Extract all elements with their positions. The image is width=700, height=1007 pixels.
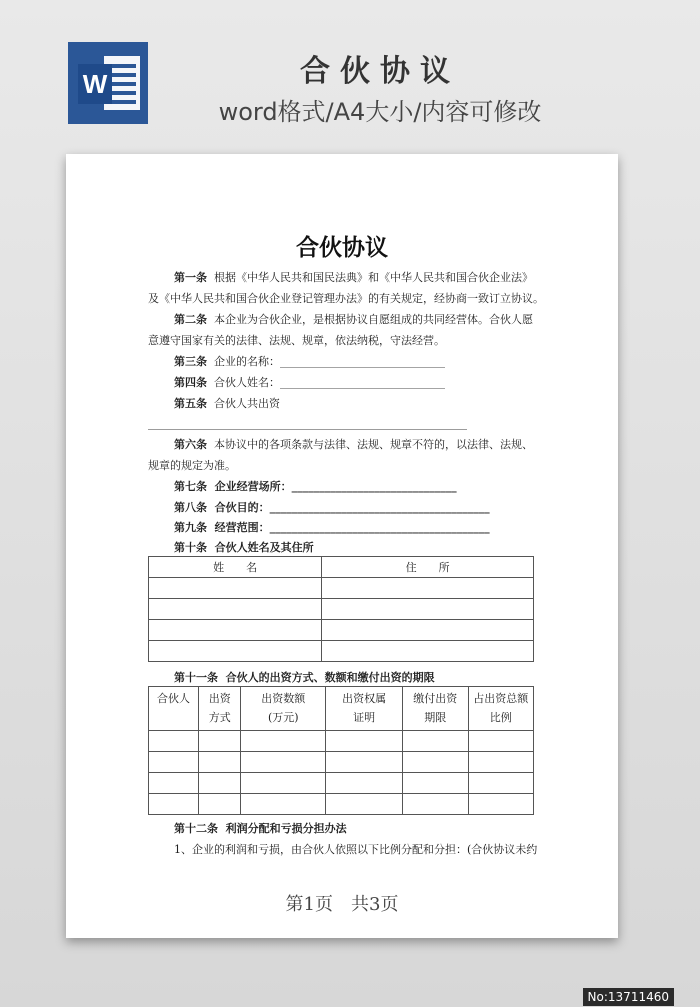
article-5-blank: __________________________________________________________ — [148, 417, 467, 430]
contribution-header-amount: 出资数额 (万元) — [241, 687, 326, 731]
table-row — [149, 641, 534, 662]
contribution-header-partner: 合伙人 — [149, 687, 199, 731]
contribution-header-ownership: 出资权属 证明 — [326, 687, 403, 731]
table-row — [149, 752, 534, 773]
partner-table-header-name: 姓 名 — [149, 557, 322, 578]
contribution-header-deadline: 缴付出资 期限 — [403, 687, 468, 731]
header-title: 合伙协议 — [300, 54, 460, 89]
document-page — [66, 154, 618, 938]
article-10: 第十条 合伙人姓名及其住所 — [174, 541, 314, 554]
document-title: 合伙协议 — [296, 234, 388, 261]
article-5: 第五条 合伙人共出资 — [174, 397, 280, 410]
table-row — [149, 578, 534, 599]
article-1-line-1: 第一条 根据《中华人民共和国民法典》和《中华人民共和国合伙企业法》 — [174, 271, 533, 284]
header-subtitle: word格式/A4大小/内容可修改 — [218, 98, 542, 126]
partner-table — [148, 556, 534, 662]
article-1-line-2: 及《中华人民共和国合伙企业登记管理办法》的有关规定，经协商一致订立协议。 — [148, 292, 544, 305]
article-12: 第十二条 利润分配和亏损分担办法 — [174, 822, 347, 835]
contribution-header-method: 出资 方式 — [199, 687, 241, 731]
partner-table-header-address: 住 所 — [322, 557, 534, 578]
contribution-table — [148, 686, 534, 815]
article-4: 第四条 合伙人姓名：______________________________ — [174, 376, 445, 389]
table-row — [149, 731, 534, 752]
table-row — [149, 794, 534, 815]
article-2-line-1: 第二条 本企业为合伙企业，是根据协议自愿组成的共同经营体。合伙人愿 — [174, 313, 533, 326]
word-icon-letter: W — [82, 69, 108, 99]
article-8: 第八条 合伙目的：________________________________________ — [174, 501, 490, 514]
contribution-header-ratio: 占出资总额 比例 — [468, 687, 533, 731]
table-row — [149, 620, 534, 641]
table-row — [149, 773, 534, 794]
article-7: 第七条 企业经营场所：______________________________ — [174, 480, 457, 493]
table-row — [149, 599, 534, 620]
article-9: 第九条 经营范围：________________________________________ — [174, 521, 490, 534]
image-id-badge: No:13711460 — [583, 988, 674, 1006]
article-2-line-2: 意遵守国家有关的法律、法规、规章，依法纳税，守法经营。 — [148, 334, 445, 347]
last-paragraph: 1、企业的利润和亏损，由合伙人依照以下比例分配和分担：(合伙协议未约 — [174, 843, 538, 856]
article-6-line-2: 规章的规定为准。 — [148, 459, 236, 472]
article-3: 第三条 企业的名称：______________________________ — [174, 355, 445, 368]
article-11: 第十一条 合伙人的出资方式、数额和缴付出资的期限 — [174, 671, 435, 684]
word-document-icon — [68, 42, 148, 124]
article-6-line-1: 第六条 本协议中的各项条款与法律、法规、规章不符的，以法律、法规、 — [174, 438, 533, 451]
page-number: 第1页 共3页 — [285, 894, 399, 915]
